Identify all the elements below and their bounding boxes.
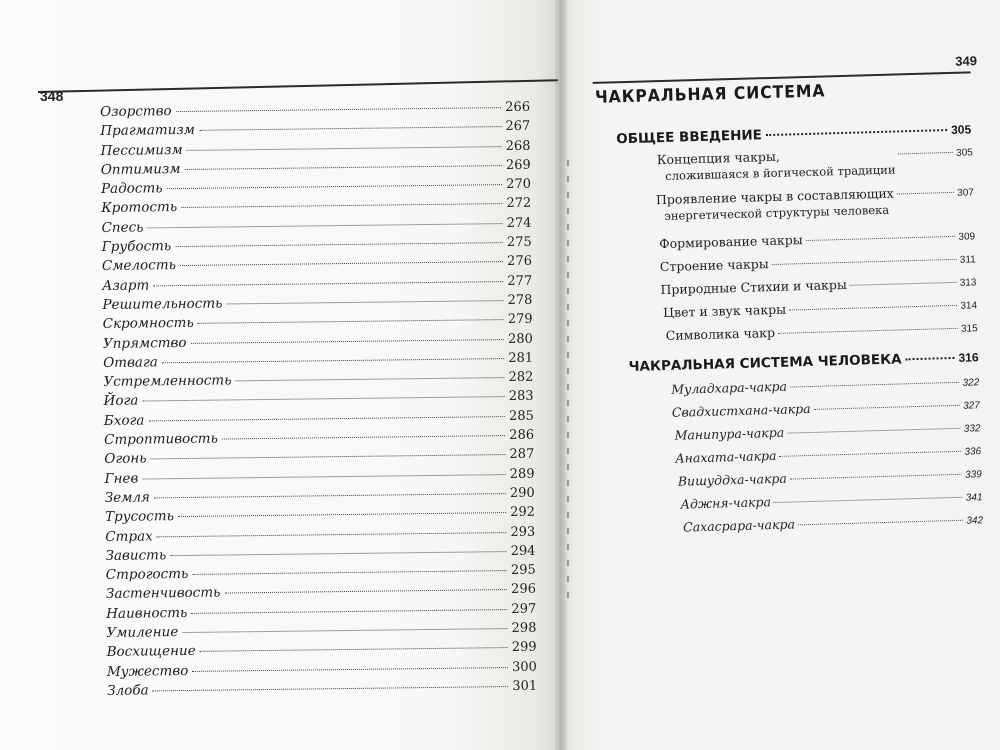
toc-entry: Страх 293 — [105, 524, 536, 545]
toc-entry: Наивность 297 — [106, 601, 537, 622]
toc-entry: Кротость 272 — [101, 196, 532, 217]
toc-entry: Отвага 281 — [103, 350, 534, 371]
toc-entry: Анахата-чакра 336 — [675, 446, 982, 466]
toc-entry: Спесь 274 — [101, 215, 532, 236]
toc-entry: Природные Стихии и чакры 313 — [660, 276, 977, 298]
toc-entry: Озорство 266 — [100, 99, 531, 120]
toc-entry: Аджня-чакра 341 — [680, 492, 983, 512]
book-gutter — [555, 0, 567, 750]
toc-entry: Трусость 292 — [104, 504, 536, 526]
toc-entry: Сахасрара-чакра 342 — [682, 515, 984, 535]
toc-entry: Манипура-чакра 332 — [674, 423, 981, 443]
toc-entry: Грубость 275 — [101, 234, 532, 256]
toc-entry: Восхищение 299 — [106, 640, 537, 661]
toc-entry: Устремленность 282 — [103, 369, 534, 391]
toc-entry: Строение чакры 311 — [659, 254, 976, 275]
toc-entry: Умиление 298 — [106, 620, 537, 641]
right-page-number: 349 — [955, 53, 978, 69]
chapter-title: ЧАКРАЛЬНАЯ СИСТЕМА — [594, 81, 826, 108]
toc-entry: Формирование чакры 309 — [659, 231, 976, 252]
toc-entry: Муладхара-чакра 322 — [671, 377, 980, 397]
toc-entry: Огонь 287 — [104, 447, 535, 468]
toc-entry: Зависть 294 — [105, 543, 536, 564]
section-heading: ЧАКРАЛЬНАЯ СИСТЕМА ЧЕЛОВЕКА 316 — [628, 350, 979, 376]
toc-entry: Йога 283 — [103, 389, 534, 410]
toc-entry: Символика чакр 315 — [665, 323, 978, 343]
toc-entry: Бхога 285 — [103, 408, 534, 429]
left-toc-list — [100, 99, 537, 702]
left-page-number: 348 — [40, 88, 64, 104]
toc-entry: Застенчивость 296 — [105, 582, 537, 603]
toc-entry: Концепция чакры, сложившаяся в йогической традиции 305 — [656, 147, 973, 183]
toc-entry: Упрямство 280 — [102, 331, 533, 352]
toc-entry: Мужество 300 — [106, 659, 538, 680]
toc-entry: Скромность 279 — [102, 311, 533, 333]
toc-entry: Цвет и звук чакры 314 — [662, 300, 978, 321]
toc-entry: Радость 270 — [100, 176, 532, 198]
toc-entry: Злоба 301 — [107, 678, 538, 699]
toc-entry: Земля 290 — [104, 485, 535, 506]
toc-entry: Гнев 289 — [104, 466, 535, 487]
toc-entry: Пессимизм 268 — [100, 138, 531, 159]
toc-entry: Строптивость 286 — [104, 427, 535, 449]
toc-entry: Прагматизм 267 — [100, 119, 531, 140]
toc-entry: Свадхистхана-чакра 327 — [671, 400, 981, 420]
toc-entry: Оптимизм 269 — [100, 157, 531, 178]
toc-entry: Строгость 295 — [105, 562, 536, 584]
toc-entry: Решительность 278 — [102, 292, 533, 313]
toc-entry: Азарт 277 — [102, 273, 533, 294]
toc-entry: Смелость 276 — [101, 254, 533, 275]
binding-stitch — [567, 160, 569, 600]
section-heading: ОБЩЕЕ ВВЕДЕНИЕ 305 — [616, 122, 972, 148]
toc-entry: Вишуддха-чакра 339 — [677, 469, 982, 489]
toc-entry: Проявление чакры в составляющих энергетической структуры человека 307 — [655, 185, 975, 223]
